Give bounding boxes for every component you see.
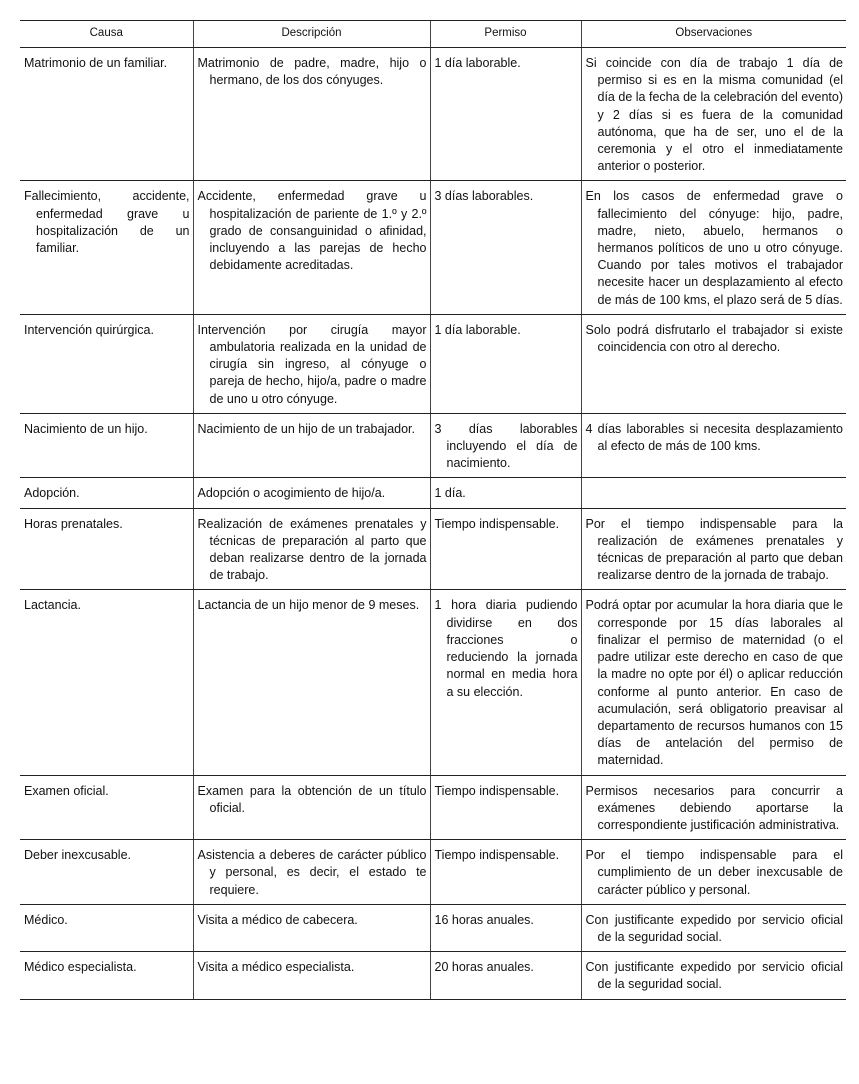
cell-observaciones-td [581, 48, 846, 181]
cell-observaciones: Podrá optar por acumular la hora diaria que le corresponde por 15 días laborales al finalizar el permiso de maternidad (o el padre utilizar este derecho en caso de que la madre no opte por él) o aplicar reducción conforme al punto anterior. En caso de acumulación, será obligatorio preavisar al departamento de recursos humanos con 15 días de antelación del permiso de maternidad. [585, 598, 843, 768]
cell-descripcion: Visita a médico de cabecera. [197, 912, 358, 927]
header-causa: Causa [20, 21, 193, 48]
cell-permiso-td [430, 840, 581, 905]
cell-causa: Médico especialista. [24, 960, 137, 975]
cell-causa: Adopción. [24, 486, 80, 501]
cell-causa: Intervención quirúrgica. [24, 322, 154, 337]
cell-causa-td [20, 508, 193, 590]
cell-observaciones: En los casos de enfermedad grave o fallecimiento del cónyuge: hijo, padre, madre, nieto, abuelo, hermanos o hermanos políticos de uno u otro cónyuge. Cuando por tales motivos el trabajador necesite hacer un desplazamiento al efecto de más de 100 kms, el plazo será de 5 días. [585, 189, 843, 307]
cell-causa: Examen oficial. [24, 783, 109, 798]
cell-permiso: 1 día. [434, 486, 466, 501]
cell-permiso-td [430, 413, 581, 478]
header-descripcion: Descripción [193, 21, 430, 48]
cell-permiso: 1 día laborable. [434, 56, 521, 70]
table-body [20, 48, 846, 1000]
cell-permiso: Tiempo indispensable. [434, 848, 560, 863]
cell-permiso: 1 hora diaria pudiendo dividirse en dos fracciones o reduciendo la jornada normal en media hora a su elección. [434, 598, 578, 699]
cell-descripcion-td [193, 508, 430, 590]
cell-descripcion-td [193, 413, 430, 478]
cell-causa-td [20, 314, 193, 413]
cell-permiso: 1 día laborable. [434, 322, 521, 337]
cell-causa-td [20, 590, 193, 775]
cell-causa-td [20, 413, 193, 478]
cell-causa: Matrimonio de un familiar. [24, 56, 168, 70]
cell-observaciones: Por el tiempo indispensable para el cumplimiento de un deber inexcusable de carácter público y personal. [585, 848, 843, 897]
cell-descripcion: Adopción o acogimiento de hijo/a. [197, 486, 386, 501]
cell-causa-td [20, 775, 193, 840]
cell-descripcion: Examen para la obtención de un título oficial. [197, 783, 427, 815]
cell-causa-td [20, 840, 193, 905]
table-row [20, 904, 846, 951]
cell-descripcion: Visita a médico especialista. [197, 960, 355, 975]
cell-causa: Horas prenatales. [24, 516, 123, 531]
cell-observaciones-td [581, 314, 846, 413]
cell-descripcion-td [193, 904, 430, 951]
cell-observaciones: Permisos necesarios para concurrir a exámenes debiendo aportarse la correspondiente justificación administrativa. [585, 783, 843, 832]
cell-causa: Deber inexcusable. [24, 848, 132, 863]
table-header-row [20, 21, 846, 48]
cell-observaciones-td [581, 181, 846, 314]
cell-causa: Médico. [24, 912, 68, 927]
cell-permiso-td [430, 181, 581, 314]
cell-descripcion: Asistencia a deberes de carácter público y personal, es decir, el estado te requiere. [197, 848, 427, 897]
table-row [20, 413, 846, 478]
header-observaciones: Observaciones [581, 21, 846, 48]
cell-causa-td [20, 904, 193, 951]
cell-permiso: Tiempo indispensable. [434, 783, 560, 798]
cell-causa: Fallecimiento, accidente, enfermedad grave u hospitalización de un familiar. [24, 189, 190, 256]
cell-permiso-td [430, 508, 581, 590]
table-row [20, 181, 846, 314]
cell-observaciones: Por el tiempo indispensable para la realización de exámenes prenatales y técnicas de preparación al parto que deban realizarse dentro de la jornada de trabajo. [585, 516, 843, 583]
cell-descripcion: Lactancia de un hijo menor de 9 meses. [197, 598, 420, 613]
table-row [20, 508, 846, 590]
cell-observaciones-td [581, 952, 846, 999]
cell-descripcion-td [193, 590, 430, 775]
cell-permiso: Tiempo indispensable. [434, 516, 560, 531]
table-row [20, 590, 846, 775]
cell-observaciones-td [581, 413, 846, 478]
cell-observaciones-td [581, 904, 846, 951]
cell-descripcion: Intervención por cirugía mayor ambulatoria realizada en la unidad de cirugía sin ingreso, al cónyuge o pareja de hecho, hijo/a, padre o madre de uno u otro cónyuge. [197, 322, 427, 406]
cell-descripcion-td [193, 478, 430, 508]
cell-causa-td [20, 181, 193, 314]
cell-descripcion-td [193, 314, 430, 413]
cell-observaciones: 4 días laborables si necesita desplazamiento al efecto de más de 100 kms. [585, 421, 843, 454]
cell-descripcion: Nacimiento de un hijo de un trabajador. [197, 421, 416, 436]
cell-descripcion: Accidente, enfermedad grave u hospitalización de pariente de 1.º y 2.º grado de consanguinidad o afinidad, incluyendo a las parejas de hecho debidamente acreditadas. [197, 189, 427, 273]
table-row [20, 314, 846, 413]
cell-causa: Lactancia. [24, 598, 81, 613]
cell-descripcion-td [193, 181, 430, 314]
cell-permiso-td [430, 48, 581, 181]
cell-observaciones: Si coincide con día de trabajo 1 día de permiso si es en la misma comunidad (el día de la fecha de la celebración del evento) y 2 días si es fuera de la comunidad autónoma, que ha de ser, uno el de la ceremonia y el otro el inmediatamente anterior o posterior. [585, 56, 843, 174]
cell-descripcion-td [193, 952, 430, 999]
cell-descripcion-td [193, 48, 430, 181]
cell-causa-td [20, 478, 193, 508]
cell-observaciones-td [581, 508, 846, 590]
cell-descripcion: Realización de exámenes prenatales y técnicas de preparación al parto que deban realizarse dentro de la jornada de trabajo. [197, 516, 427, 583]
cell-observaciones-td [581, 840, 846, 905]
cell-observaciones: Con justificante expedido por servicio oficial de la seguridad social. [585, 960, 843, 992]
cell-observaciones: Solo podrá disfrutarlo el trabajador si existe coincidencia con otro al derecho. [585, 322, 843, 355]
cell-causa: Nacimiento de un hijo. [24, 421, 148, 436]
cell-observaciones: Con justificante expedido por servicio oficial de la seguridad social. [585, 912, 843, 944]
cell-descripcion-td [193, 775, 430, 840]
cell-observaciones-td [581, 775, 846, 840]
table-row [20, 478, 846, 508]
cell-permiso: 16 horas anuales. [434, 912, 534, 927]
cell-permiso-td [430, 478, 581, 508]
cell-permiso-td [430, 775, 581, 840]
table-row [20, 48, 846, 181]
table-row [20, 840, 846, 905]
cell-descripcion: Matrimonio de padre, madre, hijo o hermano, de los dos cónyuges. [197, 56, 427, 88]
cell-permiso: 3 días laborables incluyendo el día de nacimiento. [434, 421, 578, 471]
cell-permiso-td [430, 590, 581, 775]
cell-observaciones-td [581, 590, 846, 775]
cell-permiso-td [430, 904, 581, 951]
cell-permiso-td [430, 952, 581, 999]
cell-permiso-td [430, 314, 581, 413]
table-row [20, 775, 846, 840]
cell-observaciones-td [581, 478, 846, 508]
cell-permiso: 20 horas anuales. [434, 960, 534, 975]
table-row [20, 952, 846, 999]
permisos-table [20, 20, 846, 1000]
cell-causa-td [20, 48, 193, 181]
header-permiso: Permiso [430, 21, 581, 48]
cell-causa-td [20, 952, 193, 999]
cell-descripcion-td [193, 840, 430, 905]
cell-permiso: 3 días laborables. [434, 189, 534, 204]
